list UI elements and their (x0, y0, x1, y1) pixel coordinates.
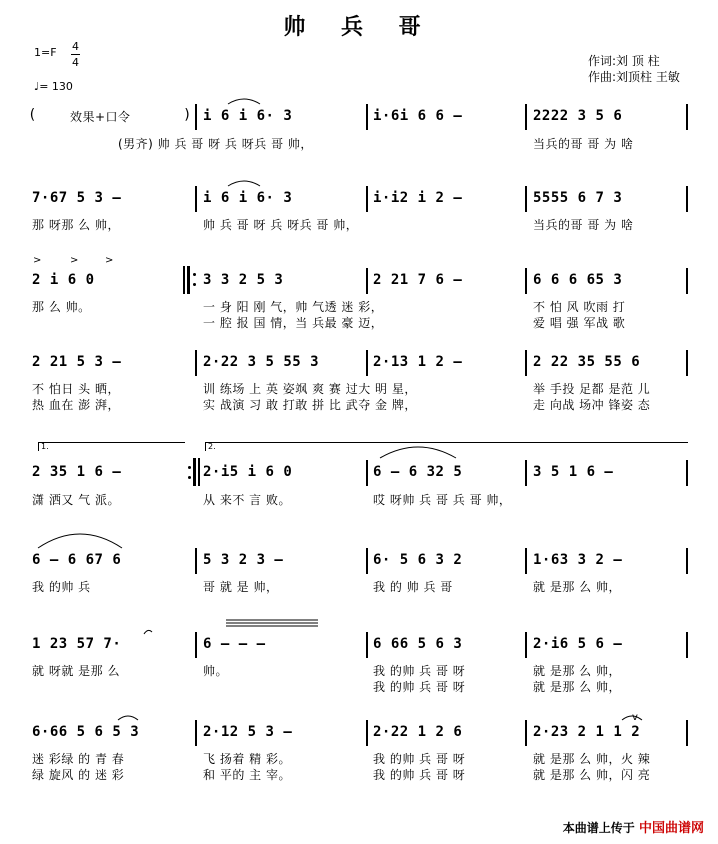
lyrics-l4-a: 不 怕日 头 晒， (32, 382, 120, 396)
lyrics-l7-d-verse2: 就 是那 么 帅， (533, 680, 621, 694)
lyrics-l5-b: 从 来不 言 败。 (203, 493, 291, 507)
notation-l4-m1: 2 21 5 3 – (32, 354, 122, 370)
upload-footer (563, 817, 704, 836)
tie (38, 534, 122, 548)
notation-l2-m3: i·i2 i 2 – (373, 190, 463, 206)
time-sig-bottom: 4 (72, 56, 79, 69)
lyrics-l3-a: 那 么 帅。 (32, 300, 91, 314)
footer-text: 本曲谱上传于 (562, 821, 635, 835)
lyrics-l3-b: 一 身 阳 刚 气，帅 气透 迷 彩， (203, 300, 384, 314)
lyrics-l8-a-verse2: 绿 旋风 的 迷 彩 (32, 768, 125, 782)
lyrics-l3-b-verse2: 一 腔 报 国 情，当 兵最 豪 迈， (203, 316, 384, 330)
notation-l4-m3: 2·13 1 2 – (373, 354, 463, 370)
notation-l8-m3: 2·22 1 2 6 (373, 724, 463, 740)
intro-close-paren: ) (183, 107, 192, 123)
notation-l4-m4: 2 22 35 55 6 (533, 354, 641, 370)
lyrics-l6-c: 我 的 帅 兵 哥 (373, 580, 453, 594)
lyrics-l7-c: 我 的帅 兵 哥 呀 (373, 664, 466, 678)
notation-l7-m2: 6 – – – (203, 636, 266, 652)
notation-l3-m1: 2 i 6 0 (32, 272, 95, 288)
accent-mark: > (70, 255, 79, 266)
song-title: 帅 兵 哥 (283, 15, 435, 40)
lyrics-l8-c: 我 的帅 兵 哥 呀 (373, 752, 466, 766)
notation-l1-m2: i·6i 6 6 – (373, 108, 463, 124)
intro-label: 效果+口令 (70, 110, 131, 124)
notation-l1-m3: 2222 3 5 6 (533, 108, 623, 124)
grace-mark (144, 630, 152, 634)
lyrics-l6-b: 哥 就 是 帅， (203, 580, 279, 594)
composer-credit: 作曲:刘顶柱 王敏 (588, 70, 680, 84)
notation-l2-m1: 7·67 5 3 – (32, 190, 122, 206)
lyrics-l3-c-verse2: 爱 唱 强 军战 歌 (533, 316, 626, 330)
notation-l5-m4: 3 5 1 6 – (533, 464, 614, 480)
lyrics-l5-a: 潇 洒又 气 派。 (32, 493, 120, 507)
notation-l6-m1: 6 – 6 67 6 (32, 552, 122, 568)
key-signature: 1=F (34, 46, 57, 59)
tempo-mark: ♩= 130 (34, 80, 73, 93)
lyrics-l7-b: 帅。 (203, 664, 229, 678)
lyrics-l2-b: 帅 兵 哥 呀 兵 呀兵 哥 帅， (203, 218, 359, 232)
lyrics-l8-a: 迷 彩绿 的 青 春 (32, 752, 125, 766)
lyrics-l3-c: 不 怕 风 吹雨 打 (533, 300, 626, 314)
notation-l5-m3: 6 – 6 32 5 (373, 464, 463, 480)
intro-open-paren: ( (28, 107, 37, 123)
volta-first-label: 1. (41, 442, 49, 451)
notation-l3-m2: 3 3 2 5 3 (203, 272, 284, 288)
slur (228, 99, 260, 104)
lyrics-l8-b-verse2: 和 平的 主 宰。 (203, 768, 291, 782)
notation-l2-m2: i 6 i 6· 3 (203, 190, 293, 206)
notation-l3-m3: 2 21 7 6 – (373, 272, 463, 288)
notation-l6-m2: 5 3 2 3 – (203, 552, 284, 568)
notation-l8-m2: 2·12 5 3 – (203, 724, 293, 740)
lyrics-l4-b-verse2: 实 战演 习 敢 打敢 拼 比 武夺 金 牌， (203, 398, 417, 412)
lyrics-l8-d-verse2: 就 是那 么 帅，闪 亮 (533, 768, 651, 782)
notation-l7-m4: 2·i6 5 6 – (533, 636, 623, 652)
lyrics-l4-a-verse2: 热 血在 澎 湃， (32, 398, 120, 412)
lyrics-l1-a: (男齐) 帅 兵 哥 呀 兵 呀兵 哥 帅， (118, 137, 313, 151)
lyrics-l7-c-verse2: 我 的帅 兵 哥 呀 (373, 680, 466, 694)
time-sig-top: 4 (72, 40, 79, 53)
site-logo[interactable]: 中国曲谱网 (638, 821, 704, 836)
lyrics-l4-c-verse2: 走 向战 场冲 锋姿 态 (533, 398, 651, 412)
slur (228, 181, 260, 186)
lyrics-l4-c: 举 手投 足都 是范 儿 (533, 382, 651, 396)
notation-l4-m2: 2·22 3 5 55 3 (203, 354, 320, 370)
lyrics-l8-d: 就 是那 么 帅，火 辣 (533, 752, 651, 766)
tie (380, 447, 456, 458)
slur (622, 716, 642, 720)
notation-l3-m4: 6 6 6 65 3 (533, 272, 623, 288)
notation-l8-m1: 6·66 5 6 5 3 (32, 724, 140, 740)
lyrics-l4-b: 训 练场 上 英 姿飒 爽 赛 过大 明 星， (203, 382, 417, 396)
notation-l2-m4: 5555 6 7 3 (533, 190, 623, 206)
lyrics-l6-a: 我 的帅 兵 (32, 580, 91, 594)
lyrics-l2-c: 当兵的哥 哥 为 啥 (533, 218, 634, 232)
lyrics-l6-d: 就 是那 么 帅， (533, 580, 621, 594)
notation-l8-m4: 2·23 2 1 1 2 (533, 724, 641, 740)
notation-l7-m1: 1 23 57 7· (32, 636, 122, 652)
notation-l6-m3: 6· 5 6 3 2 (373, 552, 463, 568)
volta-second-label: 2. (208, 442, 216, 451)
lyrics-l7-a: 就 呀就 是那 么 (32, 664, 120, 678)
accent-mark: > (33, 255, 42, 266)
lyrics-l8-b: 飞 扬着 精 彩。 (203, 752, 291, 766)
notation-l5-m2: 2·i5 i 6 0 (203, 464, 293, 480)
lyrics-l1-b: 当兵的哥 哥 为 啥 (533, 137, 634, 151)
notation-l7-m3: 6 66 5 6 3 (373, 636, 463, 652)
lyrics-l7-d: 就 是那 么 帅， (533, 664, 621, 678)
notation-l5-m1: 2 35 1 6 – (32, 464, 122, 480)
breath-mark: v (632, 712, 638, 723)
accent-mark: > (105, 255, 114, 266)
lyrics-l2-a: 那 呀那 么 帅， (32, 218, 120, 232)
lyricist-credit: 作词:刘 顶 柱 (588, 54, 660, 68)
lyrics-l8-c-verse2: 我 的帅 兵 哥 呀 (373, 768, 466, 782)
lyrics-l5-c: 哎 呀帅 兵 哥 兵 哥 帅， (373, 493, 512, 507)
notation-l6-m4: 1·63 3 2 – (533, 552, 623, 568)
notation-l1-m1: i 6 i 6· 3 (203, 108, 293, 124)
slur (118, 716, 138, 720)
